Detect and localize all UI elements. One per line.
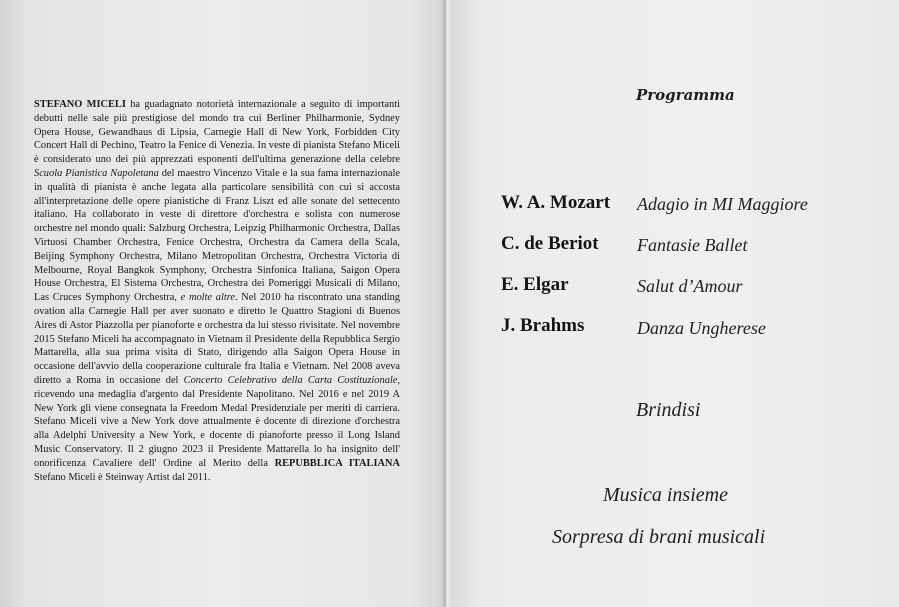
bio-scuola: Scuola Pianistica Napoletana — [34, 167, 159, 179]
left-page — [0, 0, 446, 607]
bio-part-2: del maestro Vincenzo Vitale e la sua fama internazionale in qualità di pianista è anche legata alla particolare sensibilità con cui si accosta all'interpretazione delle opere pianistiche di Franz Liszt ed alle sonate del settecento italiano. Ha collaborato in veste di direttore d'orchestra e solista con numerose orchestre nel mondo quali: Salzburg Orchestra, Leipzig Philharmonic Orchestra, Dallas Virtuosi Chamber Orchestra, Fenice Orchestra, Orchestra da Camera della Scala, Beijing Symphony Orchestra, Milano Metropolitan Orchestra, Orchestra Victoria di Melbourne, Royal Bangkok Symphony, Orchestra Sinfonica Italiana, Saigon Opera House Orchestra, El Sistema Orchestra, Orchestra dei Pomeriggi Musicali di Milano, Las Cruces Symphony Orchestra, — [34, 167, 400, 304]
bio-molte-altre: e molte altre — [180, 292, 235, 304]
composer-2: C. de Beriot — [501, 233, 599, 254]
musica-insieme-label: Musica insieme — [603, 484, 728, 506]
bio-part-5: Stefano Miceli è Steinway Artist dal 2011. — [34, 471, 211, 483]
brindisi-label: Brindisi — [636, 399, 701, 421]
sorpresa-label: Sorpresa di brani musicali — [552, 526, 766, 548]
bio-repubblica: REPUBBLICA ITALIANA — [274, 457, 400, 469]
piece-4: Danza Ungherese — [637, 318, 766, 338]
composer-1: W. A. Mozart — [501, 192, 611, 213]
piece-3: Salut d’Amour — [637, 276, 743, 296]
composer-4: J. Brahms — [501, 315, 585, 336]
bio-part-3: . Nel 2010 ha riscontrato una standing ovation alla Carnegie Hall per aver suonato e diretto le Quattro Stagioni di Buenos Aires di Astor Piazzolla per pianoforte e orchestra da lui stesso rivisitate. Nel novembre 2015 Stefano Miceli ha accompagnato in Vietnam il Presidente della Repubblica Sergio Mattarella, alla sua prima visita di Stato, dirigendo alla Saigon Opera House in occasione dell'avvio della cooperazione culturale fra Italia e Vietnam. Nel 2008 aveva diretto a Roma in occasione del — [34, 292, 400, 386]
bio-name: STEFANO MICELI — [34, 99, 126, 110]
biography-text — [34, 98, 400, 484]
piece-1: Adagio in MI Maggiore — [637, 194, 808, 214]
programma-title: Programma — [636, 86, 735, 104]
bio-part-1: ha guadagnato notorietà internazionale a seguito di importanti debutti nelle sale più prestigiose del mondo tra cui Berliner Philharmonie, Sydney Opera House, Gewandhaus di Lipsia, Carnegie Hall di New York, Forbidden City Concert Hall di Pechino, Teatro la Fenice di Venezia. In veste di pianista Stefano Miceli è considerato uno dei più apprezzati esponenti dell'ultima generazione della celebre — [34, 99, 400, 166]
composer-3: E. Elgar — [501, 274, 569, 295]
bio-concerto: Concerto Celebrativo della Carta Costituzionale — [183, 374, 398, 386]
piece-2: Fantasie Ballet — [637, 235, 748, 255]
page-fold — [441, 0, 451, 607]
bio-part-4: , ricevendo una medaglia d'argento dal Presidente Napolitano. Nel 2016 e nel 2019 A New York gli viene consegnata la Freedom Medal Presidenziale per meriti di carriera. Stefano Miceli vive a New York dove attualmente è docente di direzione d'orchestra alla Adelphi University a New York, e docente di pianoforte presso il Long Island Music Conservatory. Il 2 giugno 2023 il Presidente Mattarella lo ha insignito dell' onorificenza Cavaliere dell' Ordine al Merito della — [34, 374, 400, 469]
